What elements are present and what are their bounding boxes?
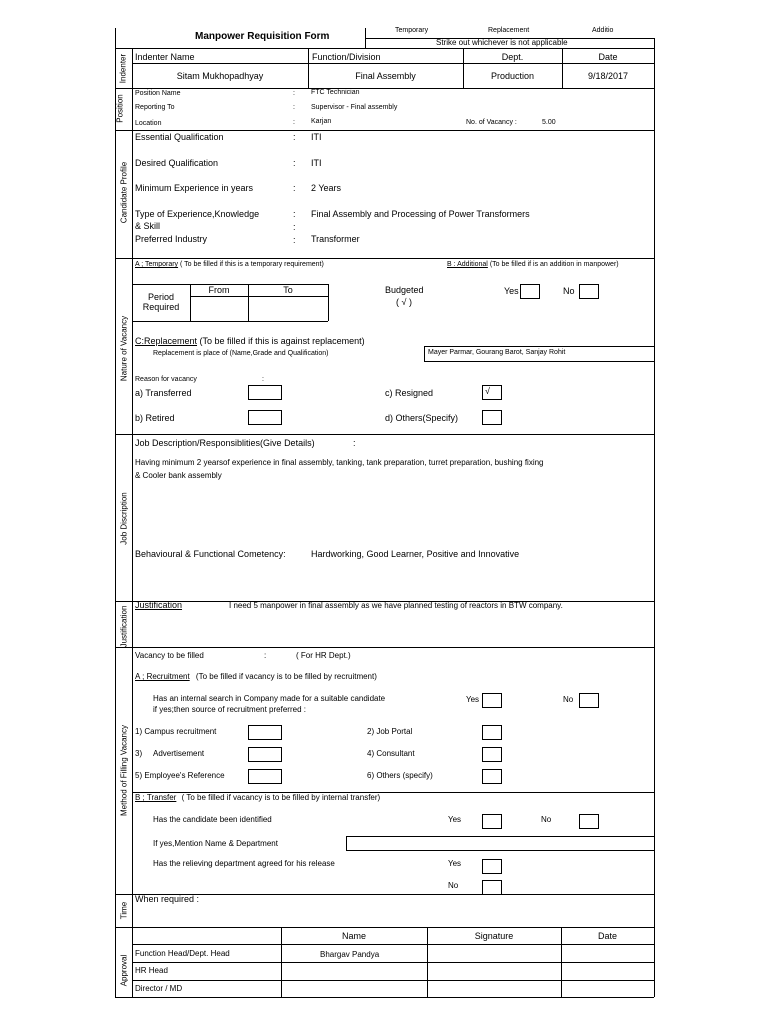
- section-label-time: Time: [119, 901, 129, 920]
- job-description-label: Job Description/Responsiblities(Give Details): [135, 438, 315, 448]
- reason-retired-checkbox[interactable]: [248, 410, 282, 425]
- relieving-yes-checkbox[interactable]: [482, 859, 502, 874]
- internal-search-yes-checkbox[interactable]: [482, 693, 502, 708]
- budgeted-yes-label: Yes: [504, 286, 519, 296]
- experience-type-label: Type of Experience,Knowledge: [135, 209, 260, 219]
- others-specify-label: 6) Others (specify): [367, 771, 433, 780]
- approval-line-1: [132, 944, 654, 945]
- approval-signature-header: Signature: [474, 931, 514, 941]
- section-label-job-description: Job Discription: [119, 492, 129, 545]
- job-portal-label: 2) Job Portal: [367, 727, 413, 736]
- indenter-dept-header: Dept.: [501, 52, 524, 62]
- relieving-no-checkbox[interactable]: [482, 880, 502, 895]
- recruitment-heading: A ; Recruitment: [135, 672, 190, 681]
- indenter-row-line: [132, 63, 654, 64]
- approval-date-header: Date: [597, 931, 617, 941]
- budgeted-yes-checkbox[interactable]: [520, 284, 540, 299]
- vacancy-count-value: 5.00: [542, 119, 556, 126]
- approval-line-2: [132, 962, 654, 963]
- additional-heading-group: [447, 261, 619, 268]
- reason-for-vacancy-label: Reason for vacancy: [135, 376, 197, 383]
- colon: :: [293, 119, 295, 126]
- replacement-in-place-label: Replacement is place of (Name,Grade and Qualification): [153, 350, 329, 357]
- period-to-header: To: [283, 285, 293, 295]
- location-label: Location: [135, 120, 162, 127]
- experience-type-value: Final Assembly and Processing of Power Transformers: [311, 209, 530, 219]
- approval-row-director: Director / MD: [135, 984, 183, 993]
- job-portal-checkbox[interactable]: [482, 725, 502, 740]
- reporting-to-label: Reporting To: [135, 104, 175, 111]
- consultant-label: 4) Consultant: [367, 749, 415, 758]
- frame-section-divider: [132, 48, 133, 997]
- reason-resigned-label: c) Resigned: [385, 388, 434, 398]
- recruitment-source-label: if yes;then source of recruitment preferred :: [153, 705, 306, 714]
- recruitment-heading-group: [135, 672, 377, 681]
- when-required-label: When required :: [135, 894, 200, 904]
- desired-qualification-value: ITI: [311, 158, 322, 168]
- mention-name-label: If yes,Mention Name & Department: [153, 839, 278, 848]
- employee-reference-checkbox[interactable]: [248, 769, 282, 784]
- min-experience-value: 2 Years: [311, 183, 342, 193]
- job-description-line-2: & Cooler bank assembly: [135, 471, 222, 480]
- advertisement-checkbox[interactable]: [248, 747, 282, 762]
- period-label-2: Required: [142, 302, 180, 312]
- internal-search-yes-label: Yes: [466, 695, 480, 704]
- internal-search-no-checkbox[interactable]: [579, 693, 599, 708]
- approval-function-head-name: Bhargav Pandya: [320, 950, 380, 959]
- colon: :: [293, 222, 296, 232]
- period-label: Period: [147, 292, 174, 302]
- colon: :: [293, 183, 296, 193]
- colon: :: [293, 209, 296, 219]
- additional-note: (To be filled if is an addition in manpower): [489, 261, 619, 268]
- advertisement-number: 3): [135, 749, 143, 758]
- approval-bottom-line: [115, 997, 654, 998]
- period-table-bottom: [132, 321, 328, 322]
- colon: :: [262, 376, 264, 383]
- position-name-value: FTC Technician: [311, 89, 360, 96]
- time-bottom-line: [115, 927, 654, 928]
- profile-bottom-line: [115, 258, 654, 259]
- experience-type-label-2: & Skill: [135, 221, 161, 231]
- internal-search-no-label: No: [563, 695, 574, 704]
- consultant-checkbox[interactable]: [482, 747, 502, 762]
- competency-value: Hardworking, Good Learner, Positive and Innovative: [311, 549, 520, 559]
- temporary-heading-group: [135, 261, 324, 268]
- indenter-bottom-line: [115, 88, 654, 89]
- transfer-heading: B ; Transfer: [135, 793, 177, 802]
- reason-retired-label: b) Retired: [135, 413, 175, 423]
- colon: :: [293, 132, 296, 142]
- reason-transferred-label: a) Transferred: [135, 388, 192, 398]
- header-line-1: [365, 38, 654, 39]
- transfer-note: ( To be filled if vacancy is to be filled by internal transfer): [181, 793, 381, 802]
- mention-name-field[interactable]: [346, 836, 655, 851]
- period-table-mid: [190, 296, 328, 297]
- option-replacement: Replacement: [488, 27, 530, 34]
- reason-transferred-checkbox[interactable]: [248, 385, 282, 400]
- additional-heading: B : Additional: [447, 261, 488, 268]
- approval-row-function-head: Function Head/Dept. Head: [135, 949, 230, 958]
- indenter-col-1: [308, 48, 309, 88]
- justification-text: I need 5 manpower in final assembly as we have planned testing of reactors in BTW company.: [229, 601, 563, 610]
- header-line-2: [115, 48, 654, 49]
- advertisement-label: Advertisement: [153, 749, 205, 758]
- competency-label: Behavioural & Functional Cometency:: [135, 549, 286, 559]
- section-label-indenter: Indenter: [118, 53, 128, 84]
- relieving-no-label: No: [448, 881, 459, 890]
- budgeted-no-label: No: [563, 286, 575, 296]
- indenter-date-value: 9/18/2017: [587, 71, 629, 81]
- approval-name-header: Name: [341, 931, 366, 941]
- section-label-justification: Justification: [119, 605, 129, 648]
- colon: :: [353, 438, 356, 448]
- colon: :: [293, 235, 296, 245]
- temporary-note: ( To be filled if this is a temporary requirement): [180, 261, 324, 268]
- reason-resigned-checkbox[interactable]: [482, 385, 502, 400]
- period-col-3: [328, 284, 329, 321]
- resigned-check-mark: √: [485, 386, 490, 396]
- section-label-method-of-filling: Method of Filling Vacancy: [119, 725, 129, 817]
- job-description-line-1: Having minimum 2 yearsof experience in final assembly, tanking, tank preparation, turret preparation, bushing fixing: [135, 458, 544, 467]
- essential-qualification-value: ITI: [311, 132, 322, 142]
- replacement-names-value: Mayer Parmar, Gourang Barot, Sanjay Rohit: [428, 349, 566, 356]
- strike-note: Strike out whichever is not applicable: [436, 38, 568, 47]
- min-experience-label: Minimum Experience in years: [135, 183, 254, 193]
- indenter-name-value: Sitam Mukhopadhyay: [176, 71, 264, 81]
- section-label-nature-of-vacancy: Nature of Vacancy: [119, 315, 129, 382]
- form-title: Manpower Requisition Form: [195, 31, 330, 42]
- preferred-industry-label: Preferred Industry: [135, 234, 208, 244]
- frame-right: [654, 38, 655, 997]
- budgeted-no-checkbox[interactable]: [579, 284, 599, 299]
- temporary-heading: A ; Temporary: [135, 261, 179, 268]
- desired-qualification-label: Desired Qualification: [135, 158, 219, 168]
- budgeted-mark: ( √ ): [396, 297, 412, 307]
- approval-line-3: [132, 980, 654, 981]
- transfer-heading-group: [135, 793, 380, 802]
- option-temporary: Temporary: [395, 27, 429, 34]
- hr-dept-note: ( For HR Dept.): [296, 651, 351, 660]
- position-name-label: Position Name: [135, 90, 181, 97]
- budgeted-label: Budgeted: [385, 285, 424, 295]
- reporting-to-value: Supervisor - Final assembly: [311, 104, 398, 111]
- colon: :: [293, 104, 295, 111]
- indenter-function-value: Final Assembly: [355, 71, 416, 81]
- recruitment-note: (To be filled if vacancy is to be filled by recruitment): [195, 672, 377, 681]
- replacement-heading: C:Replacement: [135, 336, 198, 346]
- identified-no-checkbox[interactable]: [579, 814, 599, 829]
- reason-others-checkbox[interactable]: [482, 410, 502, 425]
- vacancy-to-be-filled-label: Vacancy to be filled: [135, 651, 204, 660]
- replacement-names-field[interactable]: [424, 346, 655, 362]
- identified-yes-checkbox[interactable]: [482, 814, 502, 829]
- essential-qualification-label: Essential Qualification: [135, 132, 224, 142]
- reason-others-label: d) Others(Specify): [385, 413, 459, 423]
- colon: :: [293, 158, 296, 168]
- section-label-approval: Approval: [119, 954, 129, 987]
- relieving-agreed-label: Has the relieving department agreed for his release: [153, 859, 335, 868]
- vacancy-count-label: No. of Vacancy :: [466, 119, 517, 126]
- replacement-heading-group: [135, 336, 365, 346]
- candidate-identified-label: Has the candidate been identified: [153, 815, 272, 824]
- justification-heading: Justification: [135, 600, 183, 610]
- identified-yes-label: Yes: [448, 815, 462, 824]
- justification-bottom-line: [115, 647, 654, 648]
- vacancy-bottom-line: [115, 434, 654, 435]
- period-from-header: From: [208, 285, 230, 295]
- section-label-position: Position: [115, 94, 125, 123]
- campus-recruitment-label: 1) Campus recruitment: [135, 727, 217, 736]
- colon: :: [293, 90, 295, 97]
- indenter-function-header: Function/Division: [312, 52, 381, 62]
- colon: :: [264, 651, 267, 660]
- indenter-name-header: Indenter Name: [135, 52, 195, 62]
- position-bottom-line: [115, 130, 654, 131]
- section-label-candidate-profile: Candidate Profile: [119, 161, 129, 224]
- preferred-industry-value: Transformer: [311, 234, 360, 244]
- identified-no-label: No: [541, 815, 552, 824]
- employee-reference-label: 5) Employee's Reference: [135, 771, 225, 780]
- internal-search-label: Has an internal search in Company made for a suitable candidate: [153, 694, 386, 703]
- replacement-note: (To be filled if this is against replacement): [199, 336, 365, 346]
- location-value: Karjan: [311, 118, 332, 125]
- approval-row-hr-head: HR Head: [135, 966, 168, 975]
- campus-recruitment-checkbox[interactable]: [248, 725, 282, 740]
- relieving-yes-label: Yes: [448, 859, 462, 868]
- option-addition: Additio: [592, 27, 614, 34]
- indenter-date-header: Date: [598, 52, 618, 62]
- indenter-dept-value: Production: [490, 71, 535, 81]
- others-specify-checkbox[interactable]: [482, 769, 502, 784]
- frame-left: [115, 28, 116, 997]
